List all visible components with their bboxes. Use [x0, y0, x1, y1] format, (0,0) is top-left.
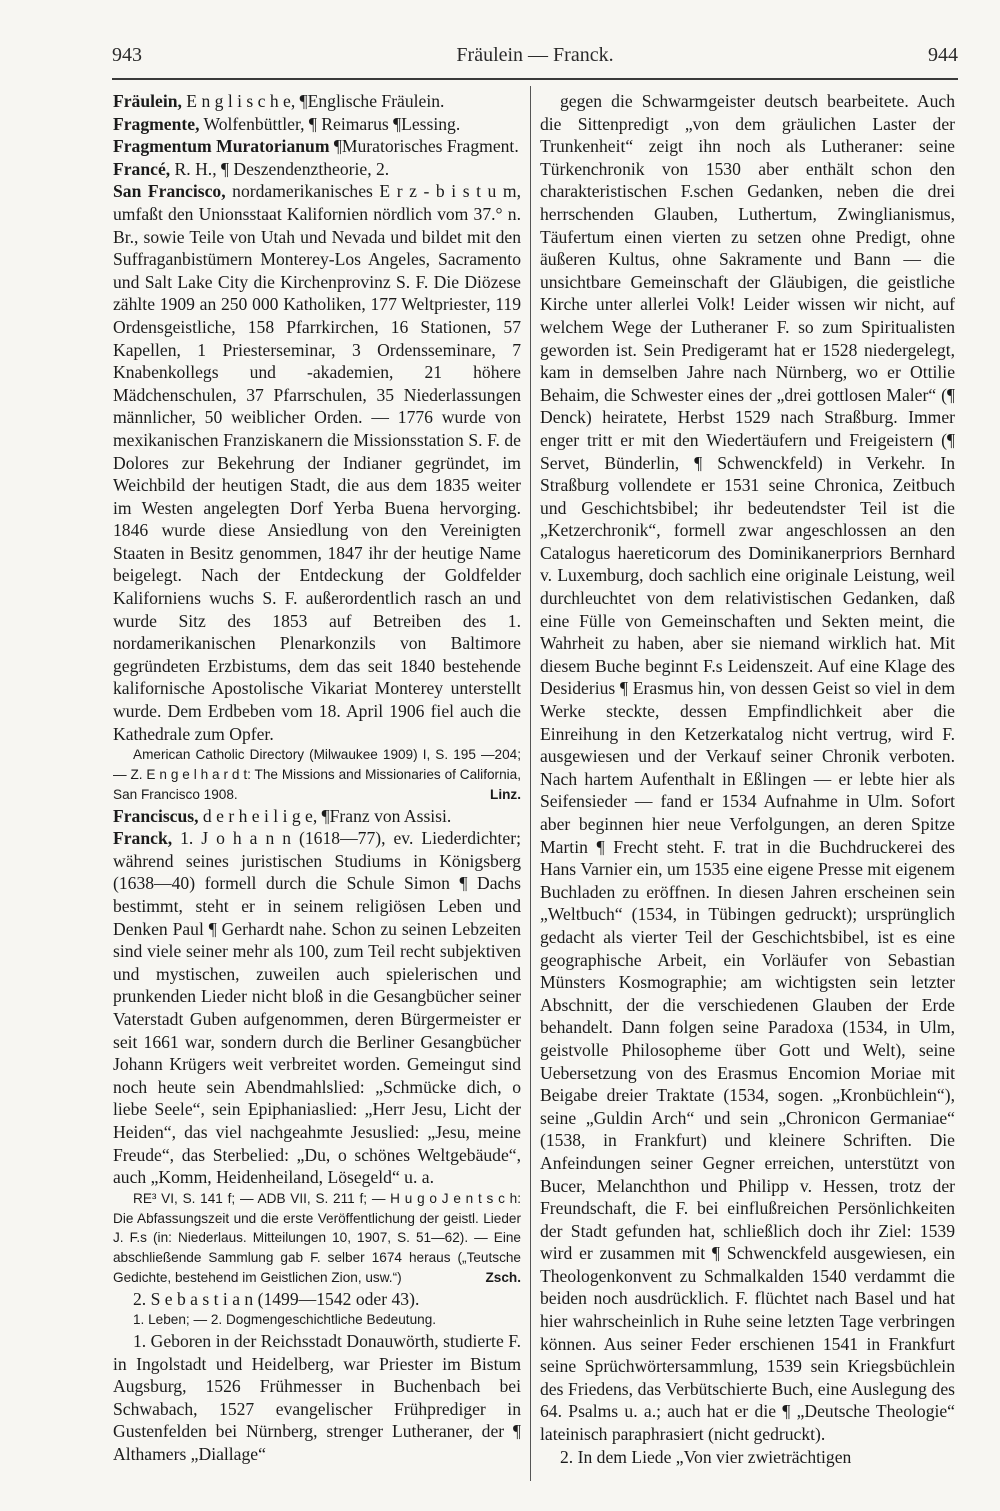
entry-text: Wolfenbüttler, ¶ Reimarus ¶Lessing. [199, 113, 461, 134]
reference-text: RE³ VI, S. 141 f; — ADB VII, S. 211 f; — H u g o J e n t s c h: Die Abfassungszeit und die erste Veröffentlichung der geistl. Lieder J. F.s (in: Niederlaus. Mitteilungen 10, 1907, S. 51—62). — Eine abschließende Sammlung gab F. selber 1674 heraus („Teutsche Gedichte, bestehend im Geistlichen Zion, usw.“) [113, 1190, 521, 1285]
paragraph [540, 90, 955, 1446]
entry-text: 1. J o h a n n (1618—77), ev. Liederdichter; während seines juristischen Studiums in Königsberg (1638—40) formell durch die Schule Simon ¶ Dachs bestimmt, steht er in seinem religiösen Leben und Denken Paul ¶ Gerhardt nahe. Schon zu seinen Lebzeiten sind viele seiner mehr als 100, zum Teil recht subjektiven und mystischen, zuweilen auch spielerischen und prunkenden Lieder nicht bloß in die Gesangbücher seiner Vaterstadt Guben aufgenommen, deren Bürgermeister er seit 1661 war, sondern durch die Berliner Gesangbücher Johann Krügers weit verbreitet worden. Gemeingut sind noch heute sein Abendmahlslied: „Schmücke dich, o liebe Seele“, sein Epiphaniaslied: „Herr Jesu, Licht der Heiden“, das viel nachgeahmte Jesuslied: „Jesu, meine Freude“, das Sterbelied: „Du, o schönes Weltgebäude“, auch „Komm, Heidenheiland, Lösegeld“ u. a. [113, 828, 521, 1188]
entry-text: 1. Geboren in der Reichsstadt Donauwörth, studierte F. in Ingolstadt und Heidelberg, war Priester im Bistum Augsburg, 1526 Frühmesser in Buchenbach bei Schwabach, 1527 evangelischer Frühprediger in Gustenfelden bei Nürnberg, strenger Lutheraner, der ¶ Althamers „Diallage“ [113, 1331, 521, 1465]
entry-headword: San Francisco, [113, 181, 226, 202]
entry [113, 805, 521, 828]
reference-note [113, 1310, 521, 1330]
page-number-left: 943 [112, 44, 142, 66]
paragraph [113, 1288, 521, 1311]
entry [113, 158, 521, 181]
entry-text: nordamerikanisches E r z - b i s t u m, umfaßt den Unionsstaat Kalifornien nördlich vom 37.° n. Br., sowie Teile von Utah und Nevada und bildet mit den Suffraganbistümern Monterey-Los Angeles, Sacramento und Salt Lake City die Kirchenprovinz S. F. Die Diözese zählte 1909 an 250 000 Katholiken, 177 Weltpriester, 119 Ordensgeistliche, 158 Pfarrkirchen, 16 Stationen, 57 Kapellen, 1 Priesterseminar, 3 Ordensseminare, 7 Knabenkollegs und -akademien, 21 höhere Mädchenschulen, 37 Pfarrschulen, 35 Niederlassungen männlicher, 50 weiblicher Orden. — 1776 wurde von mexikanischen Franziskanern die Missionsstation S. F. de Dolores zur Bekehrung der Indianer gegründet, im Weichbild der heutigen Stadt, die aus dem 1835 weiter im Westen angelegten Dorf Yerba Buena hervorging. 1846 wurde diese Ansiedlung von den Vereinigten Staaten in Besitz genommen, 1847 ihr der heutige Name beigelegt. Nach der Entdeckung der Goldfelder Kaliforniens wuchs S. F. außerordentlich rasch an und wurde Sitz des 1853 auf Betreiben des 1. nordamerikanischen Plenarkonzils von Baltimore gegründeten Erzbistums, dem das seit 1840 bestehende kalifornische Apostolische Vikariat Monterey unterstellt wurde. Dem Erdbeben vom 18. April 1906 fiel auch die Kathedrale zum Opfer. [113, 181, 521, 744]
entry-headword: Franck, [113, 828, 173, 849]
entry [113, 135, 521, 158]
author-signature: Linz. [490, 786, 521, 802]
entry [113, 180, 521, 745]
column-divider [530, 86, 531, 1481]
running-title: Fräulein — Franck. [456, 44, 614, 66]
entry-text: E n g l i s c h e, ¶Englische Fräulein. [181, 91, 445, 111]
entry-headword: Fragmentum Muratorianum [113, 136, 330, 157]
entry-text: 2. In dem Liede „Von vier zwieträchtigen [560, 1446, 852, 1467]
entry-headword: Fräulein, [113, 91, 182, 111]
entry-text: R. H., ¶ Deszendenztheorie, 2. [170, 158, 390, 179]
running-header [112, 44, 958, 74]
reference-text: 1. Leben; — 2. Dogmengeschichtliche Bedeutung. [133, 1312, 437, 1328]
left-column [113, 90, 521, 1482]
entry-text: ¶Muratorisches Fragment. [329, 136, 519, 157]
paragraph [113, 1330, 521, 1466]
right-column [540, 90, 955, 1482]
paragraph [540, 1446, 955, 1469]
page-number-right: 944 [928, 44, 958, 66]
entry-text: 2. S e b a s t i a n (1499—1542 oder 43). [133, 1288, 420, 1309]
reference-text: American Catholic Directory (Milwaukee 1909) I, S. 195 —204; — Z. E n g e l h a r d t: The Missions and Missionaries of California, San Francisco 1908. [113, 747, 521, 802]
entry [113, 113, 521, 136]
reference-note [113, 745, 521, 804]
entry-text: gegen die Schwarmgeister deutsch bearbeitete. Auch die Sittenpredigt „von dem gräulichen Laster der Trunkenheit“ zeigt ihn noch als Lutheraner: seine Türkenchronik von 1530 aber enthält schon den charakteristischen F.schen Gedanken, neben die drei herrschenden Glauben, Luthertum, Zwinglianismus, Täufertum einen vierten zu setzen ohne Predigt, ohne äußeren Kultus, ohne Sakramente und Bann — die unsichtbare Gemeinschaft der Gläubigen, die geistliche Kirche unter allerlei Volk! Leider wissen wir nicht, auf welchem Wege der Lutheraner F. so zum Spiritualisten geworden ist. Sein Predigeramt hat er 1528 niedergelegt, kam in demselben Jahre nach Nürnberg, wo er Ottilie Behaim, die Schwester eines der „drei gottlosen Maler“ (¶ Denck) heiratete, Herbst 1529 nach Straßburg. Immer enger tritt er mit den Wiedertäufern und Freigeistern (¶ Servet, Bünderlin, ¶ Schwenckfeld) in Verkehr. In Straßburg vollendete er 1531 seine Chronica, Zeitbuch und Geschichtsbibel; ihr bedeutendster Teil ist die „Ketzerchronik“, formell zwar angeschlossen an den Catalogus haereticorum des Dominikanerpriors Bernhard v. Luxemburg, doch sachlich eine originale Leistung, weil durchleuchtet von dem relativistischen Gedanken, daß eine Fülle von Gemeinschaften und Sekten meint, die Wahrheit zu haben, aber sie niemand wirklich hat. Mit diesem Buche beginnt F.s Leidenszeit. Auf eine Klage des Desiderius ¶ Erasmus hin, von dessen Geist so viel in dem Werke steckte, dessen Empfindlichkeit aber die Einreihung in den Ketzerkatalog nicht vertrug, wird F. ausgewiesen und der Verkauf seiner Chronik verboten. Nach hartem Aufenthalt in Eßlingen — er lebte hier als Seifensieder — fand er 1534 Aufnahme in Ulm. Sofort aber beginnen hier neue Verfolgungen, an deren Spitze Martin ¶ Frecht steht. F. trat in die Buchdruckerei des Hans Varnier ein, um 1535 eine eigene Presse mit eigenem Buchladen zu eröffnen. In diesen Jahren erscheinen sein „Weltbuch“ (1534, in Tübingen gedruckt); ursprünglich gedacht als vierter Teil der Geschichtsbibel, ist es eine geographische Arbeit, ein Vorläufer von Sebastian Münsters Kosmographie; am wichtigsten sein letzter Abschnitt, der die verschiedenen Glauben der Erde behandelt. Dann folgen seine Paradoxa (1534, in Ulm, geistvolle Philosopheme über Gott und Welt), seine Uebersetzung von des Erasmus Encomion Moriae mit Beigabe dreier Traktate (1534, sogen. „Kronbüchlein“), seine „Guldin Arch“ und sein „Chronicon Germaniae“ (1538, in Frankfurt) und kleinere Schriften. Die Anfeindungen seiner Gegner erreichen, unterstützt von Bucer, Melanchthon und Philipp v. Hessen, trotz der Freundschaft, die F. bei einflußreichen Persönlichkeiten der Stadt gefunden hat, schließlich doch ihr Ziel: 1539 wird er zusammen mit ¶ Schwenckfeld ausgewiesen, ein Theologenkonvent zu Schmalkalden 1540 verdammt die beiden noch ausdrücklich. F. flüchtet nach Basel und hat hier wahrscheinlich in Ruhe seine letzten Tage verbringen können. Aus seiner Feder erschienen 1541 in Frankfurt seine Sprüchwörtersammlung, 1539 sein Kriegsbüchlein des Friedens, das Verbütschierte Buch, eine Auslegung des 64. Psalms u. a.; auch hat er die ¶ „Deutsche Theologie“ lateinisch paraphrasiert (nicht gedruckt). [540, 91, 955, 1445]
entry-text: d e r h e i l i g e, ¶Franz von Assisi. [198, 805, 452, 826]
author-signature: Zsch. [485, 1269, 521, 1285]
entry [113, 90, 521, 113]
entry [113, 827, 521, 1189]
entry-headword: Franciscus, [113, 805, 199, 826]
entry-headword: Fragmente, [113, 113, 200, 134]
header-rule [112, 78, 958, 80]
reference-note [113, 1189, 521, 1288]
entry-headword: Francé, [113, 158, 171, 179]
